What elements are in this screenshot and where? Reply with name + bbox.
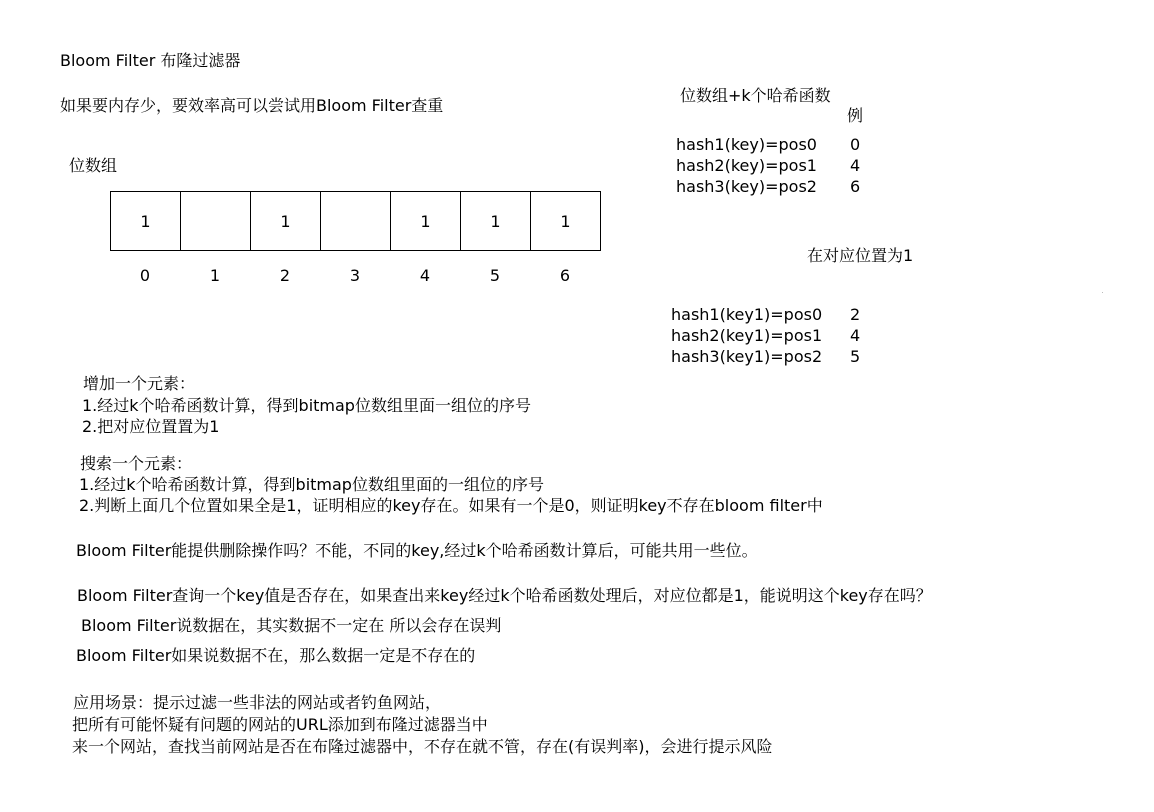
add-step-1: 1.经过k个哈希函数计算，得到bitmap位数组里面一组位的序号 (82, 396, 531, 415)
bit-cell-6: 1 (530, 191, 601, 251)
hash-function: hash1(key1)=pos0 (671, 305, 823, 324)
hash-function: hash2(key1)=pos1 (671, 326, 823, 345)
example-label: 例 (847, 106, 864, 125)
bit-index: 4 (419, 266, 431, 285)
bit-index: 2 (279, 266, 291, 285)
hash-position: 2 (850, 305, 861, 324)
bit-cell-0: 1 (110, 191, 181, 251)
stray-dot (1102, 292, 1103, 293)
hash-position: 4 (850, 326, 861, 345)
hash-function: hash1(key)=pos0 (676, 135, 817, 154)
bit-array (110, 191, 601, 251)
bit-cell-3 (320, 191, 391, 251)
hash-row (676, 155, 876, 176)
hash-row (671, 304, 871, 325)
set-note: 在对应位置为1 (807, 246, 914, 265)
hash-function: hash3(key)=pos2 (676, 177, 817, 196)
search-heading: 搜索一个元素： (80, 454, 193, 473)
hash-row (671, 325, 871, 346)
bit-cell-4: 1 (390, 191, 461, 251)
query-note: Bloom Filter查询一个key值是否存在，如果查出来key经过k个哈希函数处理后，对应位都是1，能说明这个key存在吗？ (77, 586, 932, 605)
hash-position: 5 (850, 347, 861, 366)
add-step-2: 2.把对应位置置为1 (82, 417, 220, 436)
true-negative-note: Bloom Filter如果说数据不在，那么数据一定是不存在的 (76, 646, 476, 665)
bit-cell-1 (180, 191, 251, 251)
use-case-line-3: 来一个网站，查找当前网站是否在布隆过滤器中，不存在就不管，存在(有误判率)，会进行提示风险 (72, 737, 773, 756)
bit-array-indexes (110, 266, 600, 286)
use-case-line-2: 把所有可能怀疑有问题的网站的URL添加到布隆过滤器当中 (72, 715, 488, 734)
bit-cell-2: 1 (250, 191, 321, 251)
bit-index: 5 (489, 266, 501, 285)
bit-index: 6 (559, 266, 571, 285)
use-case-line-1: 应用场景：提示过滤一些非法的网站或者钓鱼网站， (73, 693, 442, 712)
hash-position: 6 (850, 177, 861, 196)
intro-text: 如果要内存少，要效率高可以尝试用Bloom Filter查重 (60, 96, 444, 115)
hash-function: hash3(key1)=pos2 (671, 347, 823, 366)
bit-array-label: 位数组 (69, 156, 118, 175)
page-title: Bloom Filter 布隆过滤器 (60, 51, 241, 70)
search-step-1: 1.经过k个哈希函数计算，得到bitmap位数组里面的一组位的序号 (79, 475, 544, 494)
bit-index: 0 (139, 266, 151, 285)
hash-row (676, 134, 876, 155)
bit-index: 3 (349, 266, 361, 285)
add-heading: 增加一个元素： (83, 374, 196, 393)
hash-function: hash2(key)=pos1 (676, 156, 817, 175)
search-step-2: 2.判断上面几个位置如果全是1，证明相应的key存在。如果有一个是0，则证明key不存在bloom filter中 (79, 496, 823, 515)
bit-index: 1 (209, 266, 221, 285)
bit-cell-5: 1 (460, 191, 531, 251)
hash-example-key1 (671, 304, 871, 367)
delete-note: Bloom Filter能提供删除操作吗？不能，不同的key,经过k个哈希函数计算后，可能共用一些位。 (76, 541, 758, 560)
hash-position: 0 (850, 135, 861, 154)
false-positive-note: Bloom Filter说数据在，其实数据不一定在 所以会存在误判 (81, 616, 502, 635)
hash-position: 4 (850, 156, 861, 175)
hash-example-key (676, 134, 876, 197)
hash-row (676, 176, 876, 197)
hash-row (671, 346, 871, 367)
hash-heading: 位数组+k个哈希函数 (680, 86, 831, 105)
